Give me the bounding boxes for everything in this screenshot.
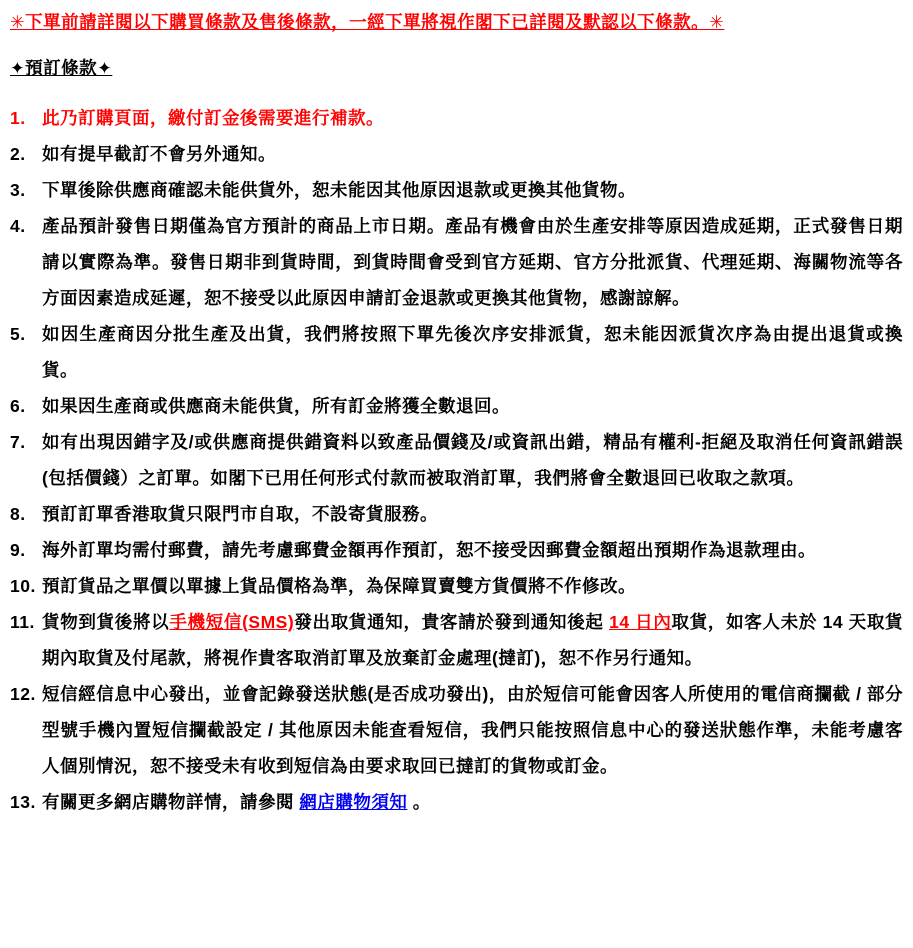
term-number: 11. xyxy=(10,611,35,632)
term-segment: 預訂訂單香港取貨只限門市自取，不設寄貨服務。 xyxy=(42,503,438,524)
term-item-10 xyxy=(10,568,903,604)
shop-guide-link[interactable]: 網店購物須知 xyxy=(299,791,408,812)
term-item-13 xyxy=(10,784,903,820)
term-number: 13. xyxy=(10,791,36,812)
terms-list xyxy=(10,100,903,820)
term-number: 1. xyxy=(10,107,26,128)
section-header-preorder-terms: ✦預訂條款✦ xyxy=(10,57,113,78)
term-number: 10. xyxy=(10,575,36,596)
term-number: 5. xyxy=(10,323,26,344)
term-item-7 xyxy=(10,424,903,496)
term-item-4 xyxy=(10,208,903,316)
term-segment: 產品預計發售日期僅為官方預計的商品上市日期。產品有機會由於生產安排等原因造成延期，正式發售日期請以實際為準。發售日期非到貨時間，到貨時間會受到官方延期、官方分批派貨、代理延期、海關物流等各方面因素造成延遲，恕不接受以此原因申請訂金退款或更換其他貨物，感謝諒解。 xyxy=(42,215,903,308)
term-segment: 有關更多網店購物詳情，請參閱 xyxy=(42,791,300,812)
term-item-5 xyxy=(10,316,903,388)
term-segment: 海外訂單均需付郵費，請先考慮郵費金額再作預訂，恕不接受因郵費金額超出預期作為退款理由。 xyxy=(42,539,816,560)
term-item-9 xyxy=(10,532,903,568)
term-text xyxy=(42,388,903,424)
term-item-11 xyxy=(10,604,903,676)
term-item-8 xyxy=(10,496,903,532)
term-item-1 xyxy=(10,100,903,136)
highlighted-term-text: 手機短信(SMS) xyxy=(169,611,295,632)
term-text xyxy=(42,784,903,820)
term-segment: 如果因生產商或供應商未能供貨，所有訂金將獲全數退回。 xyxy=(42,395,510,416)
term-number: 8. xyxy=(10,503,26,524)
term-text xyxy=(42,316,903,388)
term-number: 9. xyxy=(10,539,26,560)
term-number: 2. xyxy=(10,143,26,164)
term-segment: 預訂貨品之單價以單據上貨品價格為準，為保障買賣雙方貨價將不作修改。 xyxy=(42,575,636,596)
purchase-terms-document xyxy=(10,8,903,820)
term-text xyxy=(42,100,903,136)
term-text xyxy=(42,172,903,208)
term-number: 12. xyxy=(10,683,36,704)
term-number: 7. xyxy=(10,431,26,452)
term-text xyxy=(42,676,903,784)
term-segment: 如因生產商因分批生產及出貨，我們將按照下單先後次序安排派貨，恕未能因派貨次序為由提出退貨或換貨。 xyxy=(42,323,903,380)
term-number: 6. xyxy=(10,395,26,416)
term-text xyxy=(42,568,903,604)
term-number: 4. xyxy=(10,215,26,236)
highlighted-term-text: 14 日內 xyxy=(609,611,672,632)
term-segment: 此乃訂購頁面，繳付訂金後需要進行補款。 xyxy=(42,107,384,128)
page-title: ✳下單前請詳閱以下購買條款及售後條款，一經下單將視作閣下已詳閱及默認以下條款。✳ xyxy=(10,12,725,32)
term-text xyxy=(42,208,903,316)
term-segment: 貨物到貨後將以 xyxy=(42,611,170,632)
term-segment: 取貨，如客人未於 14 天取貨期內取貨及付尾款，將視作貴客取消訂單及放棄訂金處理(撻訂)，恕不作另行通知。 xyxy=(42,611,904,668)
term-text xyxy=(42,532,903,568)
term-text xyxy=(42,424,903,496)
term-segment: 如有出現因錯字及/或供應商提供錯資料以致產品價錢及/或資訊出錯，精品有權利-拒絕及取消任何資訊錯誤(包括價錢）之訂單。如閣下已用任何形式付款而被取消訂單，我們將會全數退回已收取之款項。 xyxy=(42,431,903,488)
term-segment: 短信經信息中心發出，並會記錄發送狀態(是否成功發出)，由於短信可能會因客人所使用的電信商攔截 / 部分型號手機內置短信攔截設定 / 其他原因未能查看短信，我們只能按照信息中心的發送狀態作準，未能考慮客人個別情況，恕不接受未有收到短信為由要求取回已撻訂的貨物或訂金。 xyxy=(42,683,903,776)
term-segment: 發出取貨通知，貴客請於發到通知後起 xyxy=(294,611,610,632)
term-segment: 。 xyxy=(407,791,431,812)
term-segment: 如有提早截訂不會另外通知。 xyxy=(42,143,276,164)
term-item-3 xyxy=(10,172,903,208)
term-text xyxy=(42,604,903,676)
term-segment: 下單後除供應商確認未能供貨外，恕未能因其他原因退款或更換其他貨物。 xyxy=(42,179,636,200)
term-item-12 xyxy=(10,676,903,784)
term-number: 3. xyxy=(10,179,26,200)
term-text xyxy=(42,496,903,532)
term-text xyxy=(42,136,903,172)
term-item-2 xyxy=(10,136,903,172)
term-item-6 xyxy=(10,388,903,424)
